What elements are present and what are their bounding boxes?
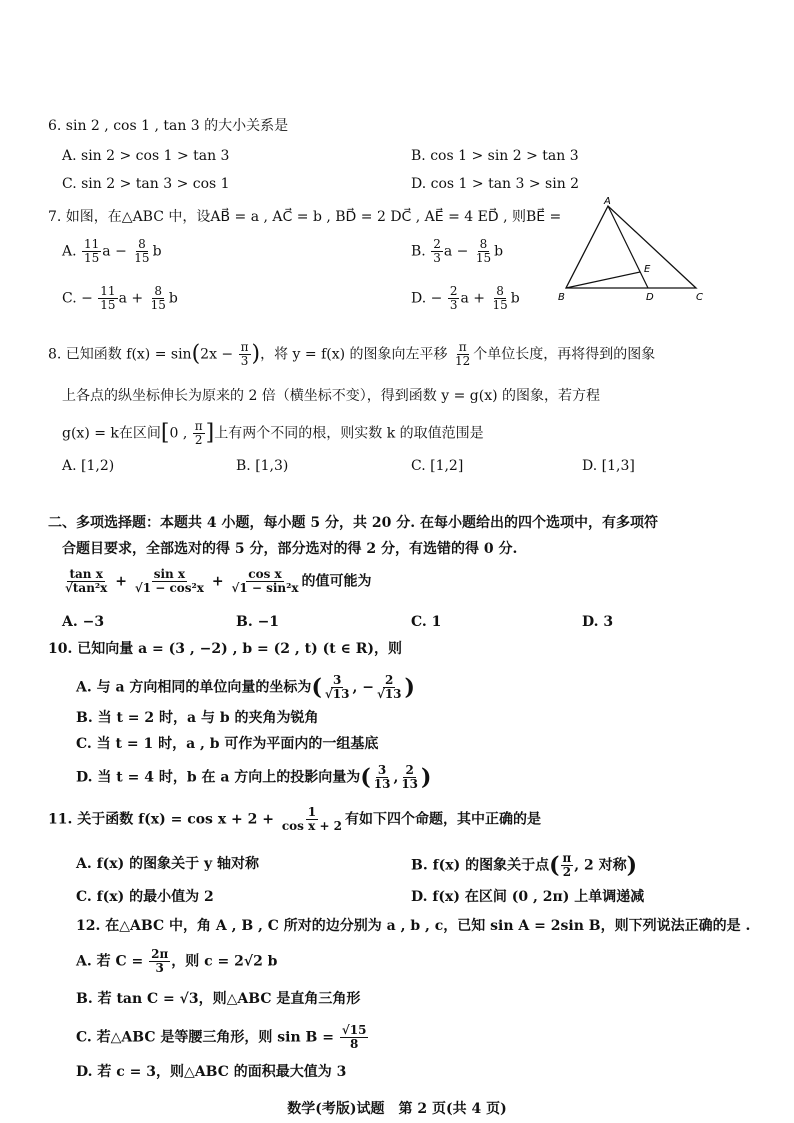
fraction: $\frac{\text{cos x}}{\text{√1 − sin²x}}$ [231,567,299,596]
fraction: $\frac{3}{√13}$ [324,673,350,702]
option-prefix: D. − [411,290,443,307]
q6-option-b: B. cos 1 > sin 2 > tan 3 [411,148,579,164]
math-text: b [494,243,504,260]
fraction: $\frac{2}{13}$ [401,763,419,792]
math-text: A. 若 C = [76,953,144,970]
q7-option-b [411,238,503,265]
segment-ad [608,206,648,288]
fraction: $\frac{8}{15}$ [492,284,508,313]
fraction: $\frac{\pi}{3}$ [240,340,249,369]
section-2-header-line-1: 二、多项选择题：本题共 4 小题，每小题 5 分，共 20 分. 在每小题给出的四个选项中，有多项符 [48,515,658,531]
q6-option-a: A. sin 2 > cos 1 > tan 3 [62,148,230,164]
fraction: $\frac{\pi}{2}$ [562,851,572,880]
math-text: A. 与 a 方向相同的单位向量的坐标为 [76,679,312,696]
q12-option-d: D. 若 c = 3，则△ABC 的面积最大值为 3 [76,1064,347,1080]
segment-be [566,272,640,288]
q9-option-d: D. 3 [582,614,614,630]
point-label-e: E [644,264,651,275]
q8-option-b: B. [1,3) [236,458,289,474]
q11-option-b: B. f(x) 的图象关于点( $\frac{\pi}{2}$ , 2 对称) [411,851,638,880]
math-text: , [393,769,399,786]
fraction: $\frac{8}{15}$ [134,237,150,266]
math-text: , 2 对称 [574,857,627,874]
math-text: b [168,290,178,307]
q8-line-3: g(x) = k在区间[0 , $\frac{\pi}{2}$ ]上有两个不同的根，则实数 k 的取值范围是 [62,419,484,448]
q7-option-c [62,285,178,312]
option-prefix: A. [62,243,77,260]
fraction: $\frac{\text{tan x}}{\text{√tan²x}}$ [65,567,108,596]
math-text: 上有两个不同的根，则实数 k 的取值范围是 [214,425,484,442]
q8-option-c: C. [1,2] [411,458,464,474]
q12-stem: 12. 在△ABC 中，角 A , B , C 所对的边分别为 a , b , c，已知 sin A = 2sin B，则下列说法正确的是 . [76,918,751,934]
q12-option-c [76,1024,369,1051]
fraction: $\frac{11}{15}$ [84,237,100,266]
fraction: $\frac{\pi}{2}$ [194,419,203,448]
math-text: 的值可能为 [301,573,372,590]
q7-option-a [62,238,162,265]
option-prefix: B. [411,243,426,260]
q10-option-a: A. 与 a 方向相同的单位向量的坐标为( $\frac{3}{√13}$ , − $\frac{2}{√13}$ ) [76,673,415,702]
math-text: 11. 关于函数 f(x) = cos x + 2 + [48,811,274,828]
page-footer: 数学(考版)试题 第 2 页(共 4 页) [287,1101,507,1117]
q10-option-b: B. 当 t = 2 时，a 与 b 的夹角为锐角 [76,710,319,726]
vertex-label-b: B [558,292,565,303]
point-label-d: D [646,292,654,303]
fraction: $\frac{2}{√13}$ [376,673,402,702]
q8-line-2: 上各点的纵坐标伸长为原来的 2 倍（横坐标不变），得到函数 y = g(x) 的图象，若方程 [62,388,601,404]
math-text: b [152,243,162,260]
q8-option-d: D. [1,3] [582,458,635,474]
fraction: $\frac{√15}{8}$ [341,1023,367,1052]
math-text: 8. 已知函数 f(x) = sin [48,346,192,363]
math-text: 个单位长度，再将得到的图象 [473,346,656,363]
q12-option-a [76,948,277,975]
math-text: a − [102,243,127,260]
fraction: $\frac{11}{15}$ [100,284,116,313]
fraction: $\frac{8}{15}$ [475,237,492,266]
q9-option-b: B. −1 [236,614,280,630]
q11-option-c: C. f(x) 的最小值为 2 [76,889,214,905]
vertex-label-a: A [604,196,611,207]
q12-option-b: B. 若 tan C = √3，则△ABC 是直角三角形 [76,991,361,1007]
q8-line-1: 8. 已知函数 f(x) = sin(2x − $\frac{\pi}{3}$ )，将 y = f(x) 的图象向左平移 $\frac{\pi}{12}$ 个单位长度，再将得到的图象 [48,340,656,369]
math-text: 0 , [169,425,188,442]
q7-option-d [411,285,520,312]
math-text: C. 若△ABC 是等腰三角形，则 sin B = [76,1029,334,1046]
fraction: $\frac{8}{15}$ [150,284,166,313]
section-2-header-line-2: 合题目要求，全部选对的得 5 分，部分选对的得 2 分，有选错的得 0 分. [62,541,518,557]
fraction: $\frac{2}{3}$ [449,284,458,313]
triangle-figure [556,196,716,306]
math-text: ，则 c = 2√2 b [171,953,278,970]
math-text: g(x) = k在区间 [62,425,161,442]
fraction: $\frac{\pi}{12}$ [455,340,471,369]
math-text: , − [352,679,374,696]
math-text: b [510,290,520,307]
fraction: $\frac{2\pi}{3}$ [151,947,169,976]
fraction: $\frac{3}{13}$ [373,763,391,792]
triangle-abc [566,206,696,288]
math-text: 2x − [200,346,234,363]
vertex-label-c: C [696,292,703,303]
q10-stem: 10. 已知向量 a = (3 , −2) , b = (2 , t) (t ∈ R)，则 [48,641,403,657]
math-text: ，将 y = f(x) 的图象向左平移 [260,346,448,363]
q6-option-c: C. sin 2 > tan 3 > cos 1 [62,176,230,192]
math-text: 有如下四个命题，其中正确的是 [345,811,542,828]
math-text: a − [443,243,469,260]
math-text: D. 当 t = 4 时，b 在 a 方向上的投影向量为 [76,769,361,786]
q10-option-d: D. 当 t = 4 时，b 在 a 方向上的投影向量为( $\frac{3}{13}$ , $\frac{2}{13}$ ) [76,763,432,792]
q10-option-c: C. 当 t = 1 时，a , b 可作为平面内的一组基底 [76,736,379,752]
math-text: a + [118,290,144,307]
q11-option-d: D. f(x) 在区间 (0 , 2π) 上单调递减 [411,889,645,905]
math-text: a + [460,290,485,307]
math-text: B. f(x) 的图象关于点 [411,857,550,874]
fraction: $\frac{\text{sin x}}{\text{√1 − cos²x}}$ [134,567,204,596]
q11-stem [48,806,541,833]
q8-option-a: A. [1,2) [62,458,115,474]
option-prefix: C. − [62,290,93,307]
q9-stem: $\frac{\text{tan x}}{\text{√tan²x}}$ + $\frac{\text{sin x}}{\text{√1 − cos²x}}$ + $\frac{\text{cos x}}{\text{√1 − sin²x}}$ 的值可能为 [65,567,372,596]
q6-stem: 6. sin 2 , cos 1 , tan 3 的大小关系是 [48,118,289,134]
q9-option-c: C. 1 [411,614,442,630]
q11-option-a: A. f(x) 的图象关于 y 轴对称 [76,856,259,872]
fraction: $\frac{1}{\text{cos x + 2}}$ [281,805,343,834]
q7-stem: 7. 如图，在△ABC 中，设AB⃗ = a , AC⃗ = b , BD⃗ = 2 DC⃗ , AE⃗ = 4 ED⃗ , 则BE⃗ = [48,209,562,225]
q9-option-a: A. −3 [62,614,105,630]
fraction: $\frac{2}{3}$ [433,237,441,266]
q6-option-d: D. cos 1 > tan 3 > sin 2 [411,176,580,192]
